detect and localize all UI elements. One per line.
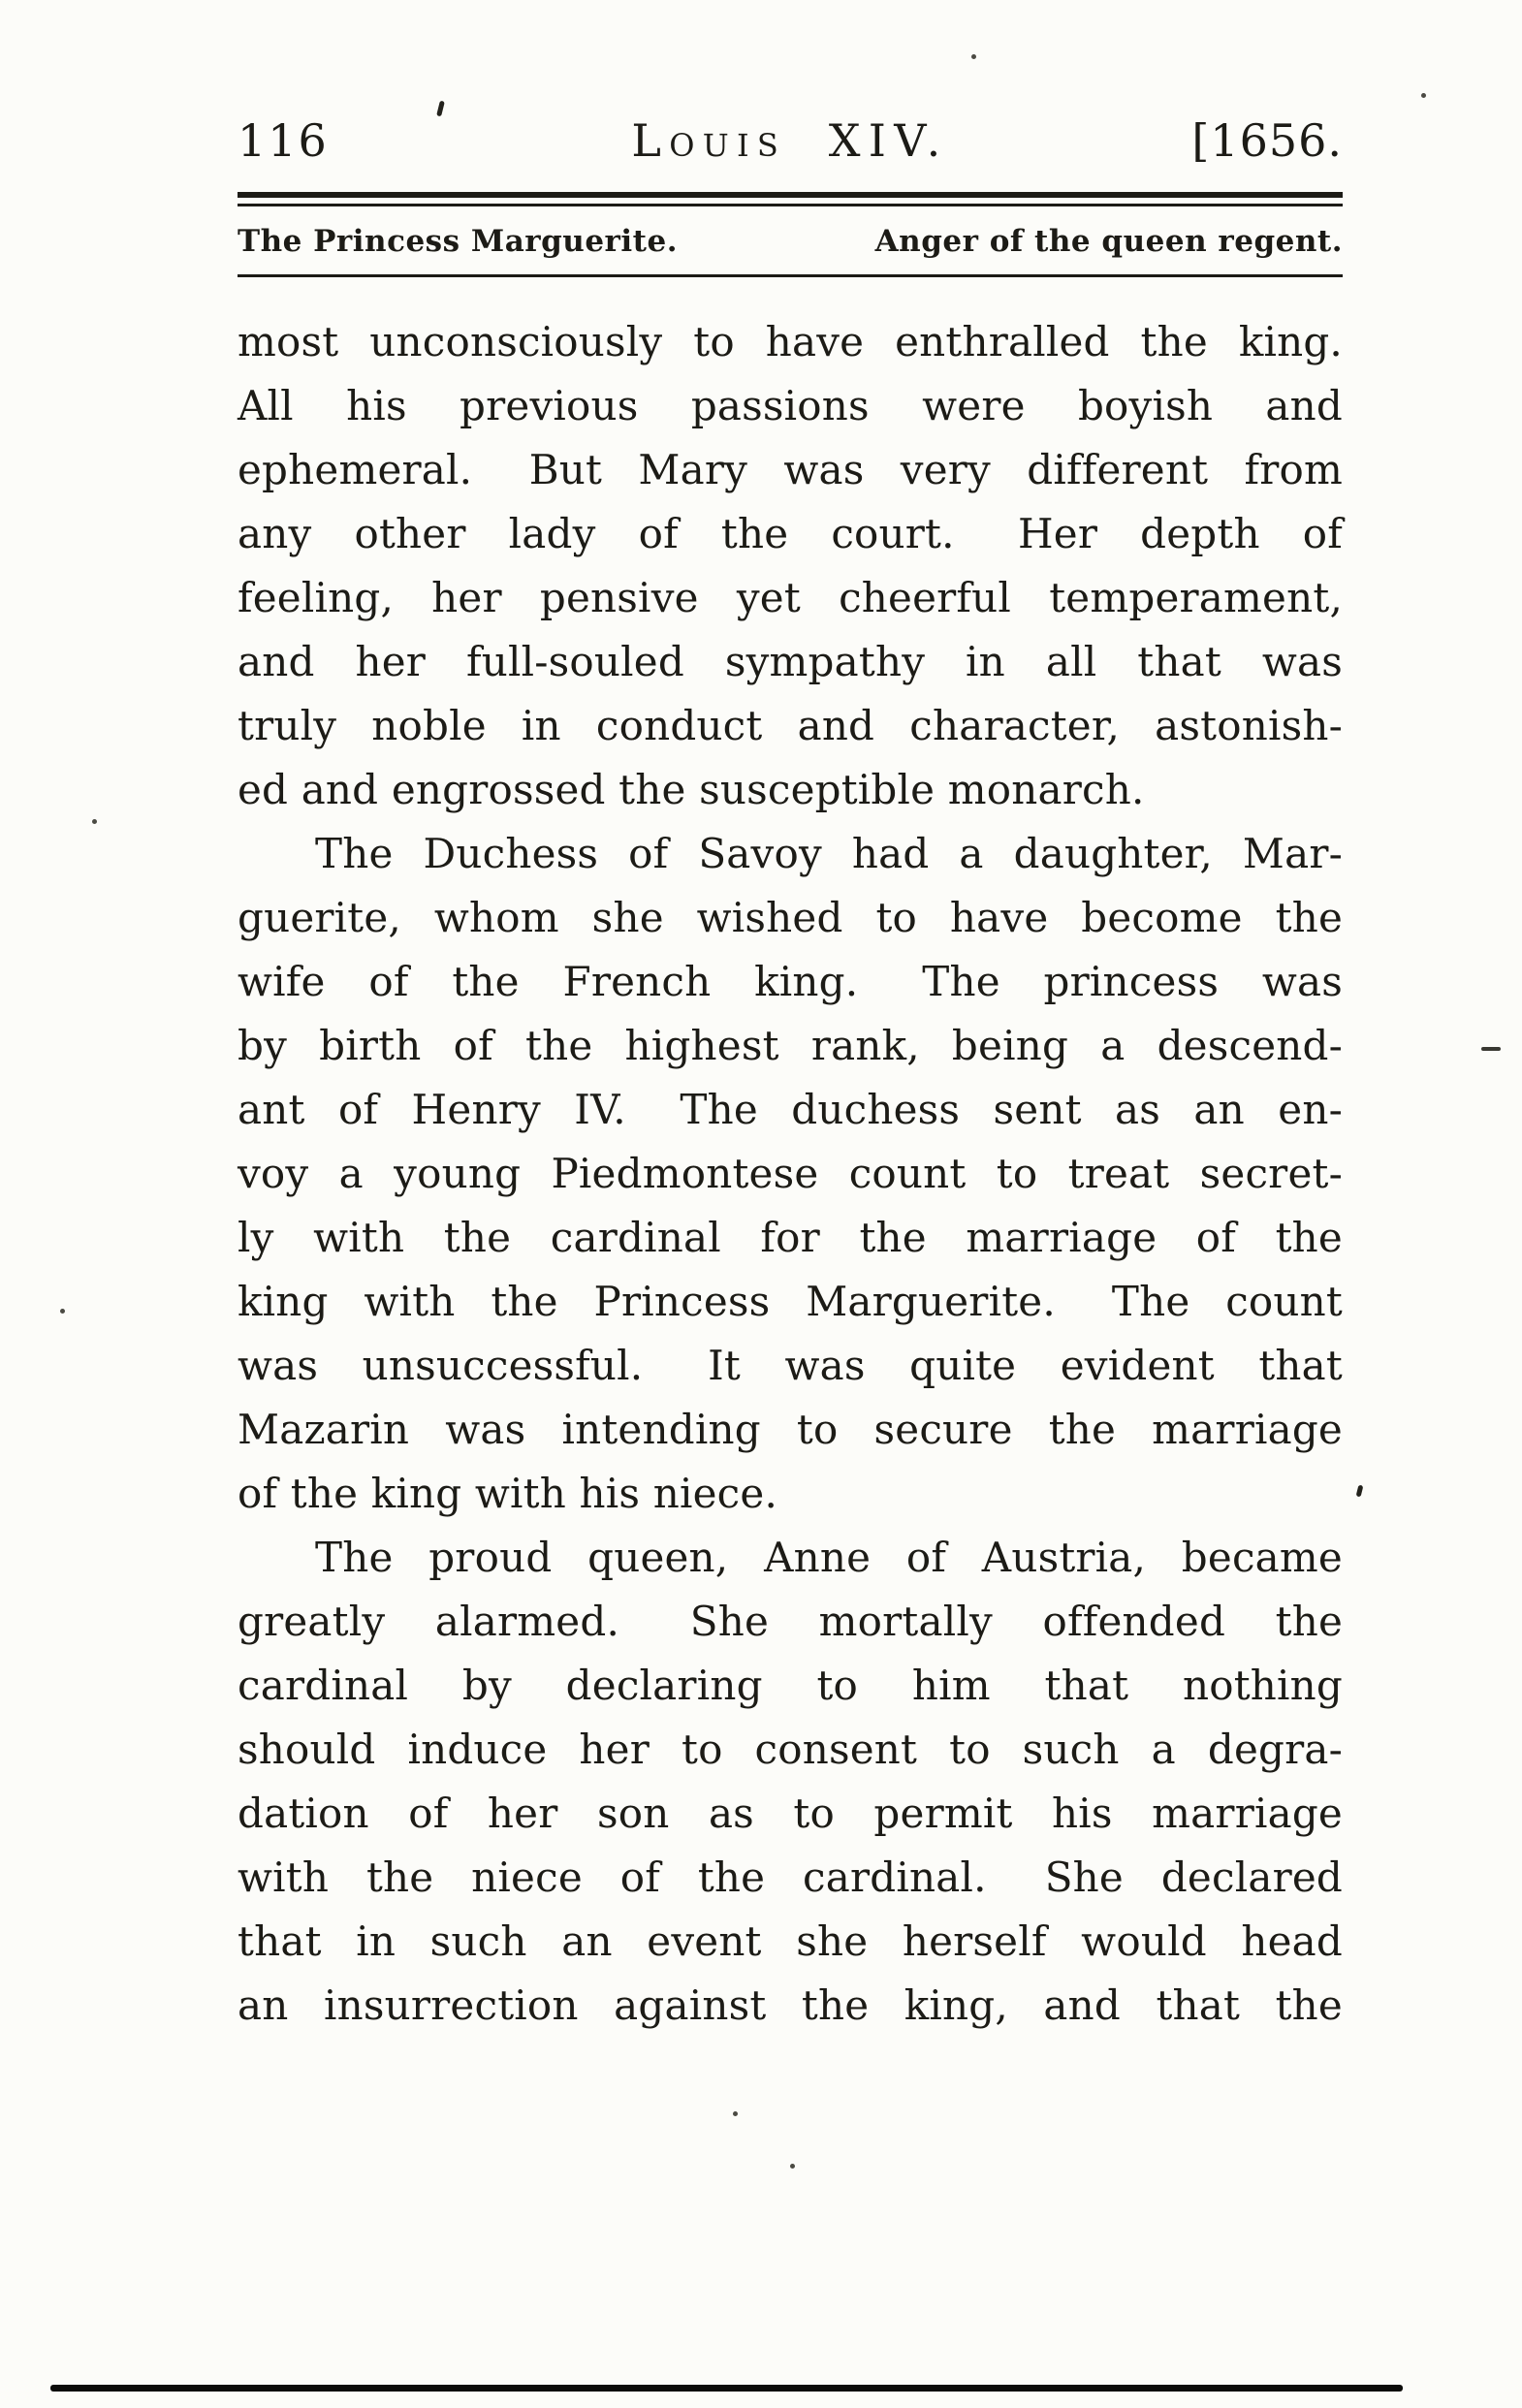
text-line: ephemeral. But Mary was very different from — [238, 446, 1343, 493]
scan-margin-dash — [1481, 1047, 1501, 1051]
text-line: that in such an event she herself would head — [238, 1917, 1343, 1965]
text-line: should induce her to consent to such a degra- — [238, 1726, 1343, 1773]
paragraph — [238, 1526, 1343, 2038]
text-line: most unconsciously to have enthralled the king. — [238, 318, 1343, 365]
text-line: The Duchess of Savoy had a daughter, Mar- — [315, 830, 1343, 877]
text-line: voy a young Piedmontese count to treat secret- — [238, 1150, 1343, 1197]
text-line: any other lady of the court. Her depth of — [238, 510, 1343, 557]
text-line: ed and engrossed the susceptible monarch. — [238, 766, 1145, 813]
text-line: wife of the French king. The princess was — [238, 958, 1343, 1005]
text-block — [238, 114, 1343, 2038]
scan-speckle — [790, 2164, 795, 2169]
scan-speckle — [1421, 93, 1426, 98]
paragraph — [238, 310, 1343, 822]
running-head-left: The Princess Marguerite. — [238, 224, 678, 259]
text-line: and her full-souled sympathy in all that was — [238, 638, 1343, 685]
text-line: guerite, whom she wished to have become the — [238, 894, 1343, 941]
double-rule — [238, 192, 1343, 206]
text-line: ant of Henry IV. The duchess sent as an en- — [238, 1086, 1343, 1133]
single-rule — [238, 274, 1343, 277]
text-line: Mazarin was intending to secure the marriage — [238, 1406, 1343, 1453]
scan-speckle — [971, 54, 976, 59]
book-title: Louis XIV. — [631, 114, 949, 167]
text-line: truly noble in conduct and character, astonish- — [238, 702, 1343, 749]
text-line: ly with the cardinal for the marriage of the — [238, 1214, 1343, 1261]
running-head-right: Anger of the queen regent. — [874, 224, 1343, 259]
paragraph — [238, 822, 1343, 1526]
scan-speckle — [92, 819, 97, 824]
text-line: an insurrection against the king, and that the — [238, 1981, 1343, 2029]
text-line: with the niece of the cardinal. She declared — [238, 1854, 1343, 1901]
text-line: of the king with his niece. — [238, 1470, 777, 1517]
text-line: dation of her son as to permit his marriage — [238, 1790, 1343, 1837]
scan-speckle — [733, 2111, 738, 2116]
scan-speckle — [60, 1309, 65, 1314]
scan-speckle — [1356, 1485, 1364, 1498]
scan-edge-line — [50, 2385, 1403, 2392]
text-line: cardinal by declaring to him that nothing — [238, 1662, 1343, 1709]
text-line: king with the Princess Marguerite. The count — [238, 1278, 1343, 1325]
text-line: The proud queen, Anne of Austria, became — [315, 1534, 1343, 1581]
text-line: was unsuccessful. It was quite evident that — [238, 1342, 1343, 1389]
page-number: 116 — [238, 114, 329, 167]
page-header — [238, 114, 1343, 167]
running-heads — [238, 224, 1343, 259]
text-line: by birth of the highest rank, being a descend- — [238, 1022, 1343, 1069]
text-line: feeling, her pensive yet cheerful temperament, — [238, 574, 1343, 621]
text-line: greatly alarmed. She mortally offended the — [238, 1598, 1343, 1645]
body-text — [238, 310, 1343, 2038]
header-date: [1656. — [1191, 114, 1343, 167]
text-line: All his previous passions were boyish and — [238, 382, 1343, 429]
